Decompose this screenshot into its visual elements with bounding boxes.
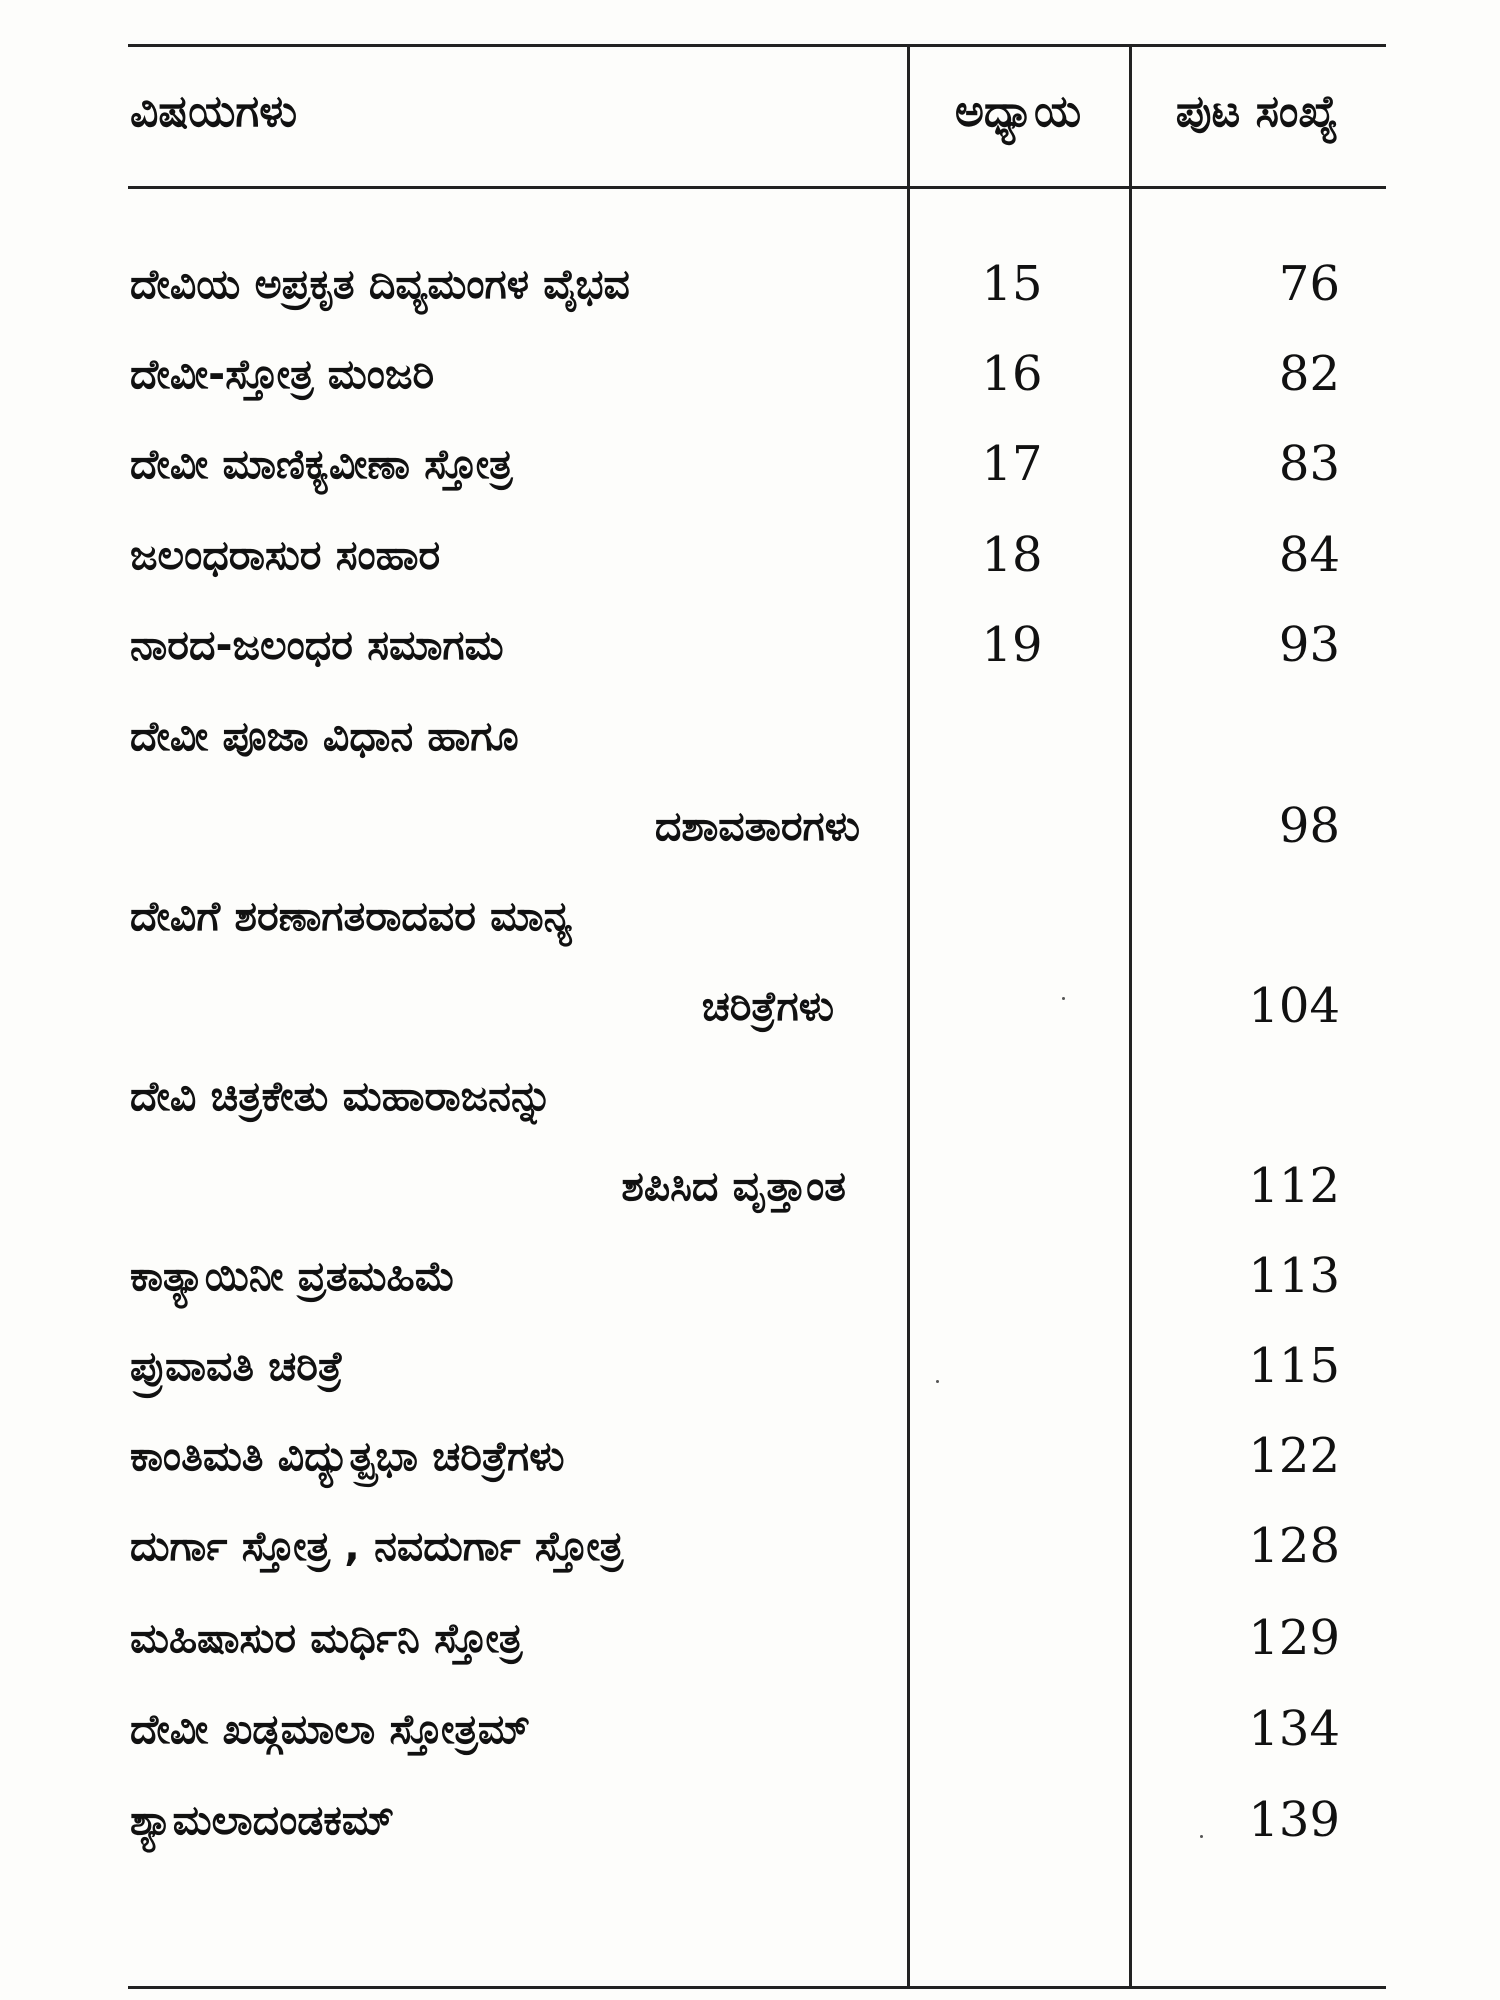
header-page-number: ಪುಟ ಸಂಖ್ಯೆ [1175,86,1339,137]
toc-topic: ದೇವೀ ಖಡ್ಗಮಾಲಾ ಸ್ತೋತ್ರಮ್ [130,1705,531,1753]
toc-page: 134 [1248,1701,1340,1757]
toc-page: 115 [1248,1338,1340,1394]
toc-page: 112 [1248,1158,1340,1214]
print-speck [936,1380,939,1383]
toc-topic: ದೇವಿ ಚಿತ್ರಕೇತು ಮಹಾರಾಜನನ್ನು [130,1072,553,1120]
column-divider-chapter [907,46,910,1988]
toc-page: 104 [1248,978,1340,1034]
toc-page: 139 [1248,1792,1340,1848]
toc-topic: ಕಾಂತಿಮತಿ ವಿದ್ಯುತ್ಪ್ರಭಾ ಚರಿತ್ರೆಗಳು [130,1432,565,1480]
toc-page: 76 [1278,256,1340,312]
print-speck [1200,1835,1203,1838]
toc-page: 83 [1278,436,1340,492]
top-rule [128,44,1386,47]
toc-chapter: 17 [981,436,1043,492]
toc-topic: ದೇವೀ-ಸ್ತೋತ್ರ ಮಂಜರಿ [130,350,435,398]
toc-topic: ದೇವಿಯ ಅಪ್ರಕೃತ ದಿವ್ಯಮಂಗಳ ವೈಭವ [130,260,630,308]
toc-topic: ದೇವೀ ಪೂಜಾ ವಿಧಾನ ಹಾಗೂ [130,712,519,760]
toc-topic: ದೇವೀ ಮಾಣಿಕ್ಯವೀಣಾ ಸ್ತೋತ್ರ [130,440,513,488]
toc-page: 122 [1248,1428,1340,1484]
bottom-rule [128,1986,1386,1989]
header-topics: ವಿಷಯಗಳು [130,86,298,137]
toc-topic: ಜಲಂಧರಾಸುರ ಸಂಹಾರ [130,531,441,579]
toc-chapter: 15 [981,256,1043,312]
toc-page: 93 [1278,617,1340,673]
toc-chapter: 16 [981,346,1043,402]
toc-topic-continuation: ದಶಾವತಾರಗಳು [654,802,860,850]
toc-page: 98 [1278,798,1340,854]
toc-topic: ದುರ್ಗಾ ಸ್ತೋತ್ರ , ನವದುರ್ಗಾ ಸ್ತೋತ್ರ [130,1522,624,1570]
toc-topic: ನಾರದ-ಜಲಂಧರ ಸಮಾಗಮ [130,621,504,669]
toc-page: 84 [1278,527,1340,583]
toc-topic: ದೇವಿಗೆ ಶರಣಾಗತರಾದವರ ಮಾನ್ಯ [130,892,573,940]
toc-page: 128 [1248,1518,1340,1574]
toc-page: 113 [1248,1248,1340,1304]
toc-chapter: 19 [981,617,1043,673]
header-rule [128,186,1386,189]
toc-topic: ಕಾತ್ಯಾಯಿನೀ ವ್ರತಮಹಿಮೆ [130,1252,456,1300]
toc-topic-continuation: ಚರಿತ್ರೆಗಳು [701,982,834,1030]
toc-topic: ಪ್ರುವಾವತಿ ಚರಿತ್ರೆ [130,1342,344,1390]
toc-topic: ಮಹಿಷಾಸುರ ಮರ್ಧಿನಿ ಸ್ತೋತ್ರ [130,1614,523,1662]
toc-page: 129 [1248,1610,1340,1666]
toc-topic: ಶ್ಯಾಮಲಾದಂಡಕಮ್ [130,1796,395,1844]
toc-chapter: 18 [981,527,1043,583]
print-speck [1062,997,1065,1000]
toc-page: 82 [1278,346,1340,402]
toc-topic-continuation: ಶಪಿಸಿದ ವೃತ್ತಾಂತ [621,1162,846,1210]
header-chapter: ಅಧ್ಯಾಯ [954,86,1082,137]
column-divider-page [1129,46,1132,1988]
